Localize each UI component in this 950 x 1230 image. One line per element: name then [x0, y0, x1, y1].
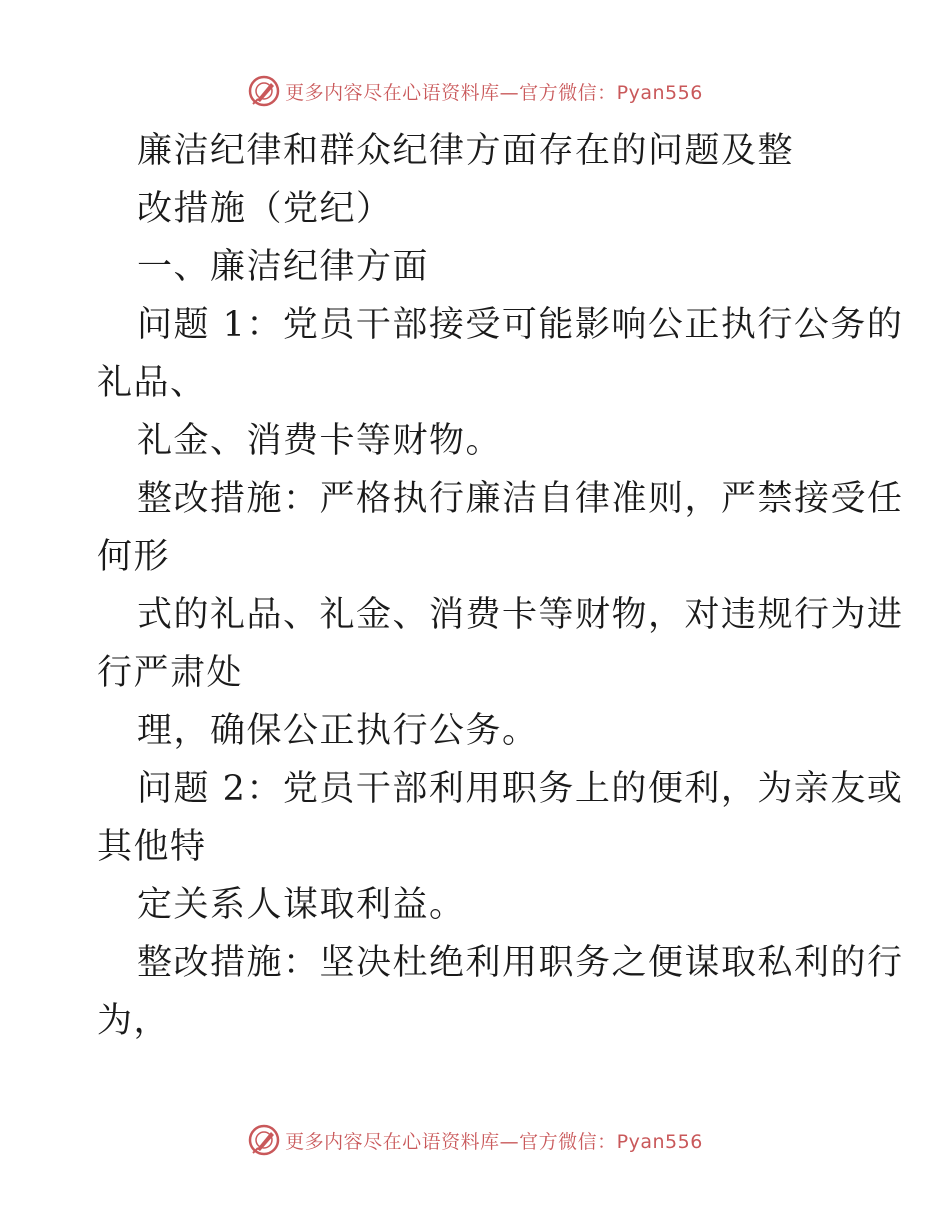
- doc-line: 问题 2：党员干部利用职务上的便利，为亲友或: [137, 769, 904, 809]
- doc-line: 何形: [97, 537, 171, 577]
- doc-line: 整改措施：坚决杜绝利用职务之便谋取私利的行: [137, 943, 904, 983]
- doc-line: 廉洁纪律和群众纪律方面存在的问题及整: [137, 131, 795, 171]
- doc-line: 式的礼品、礼金、消费卡等财物，对违规行为进: [137, 595, 904, 635]
- doc-line: 问题 1：党员干部接受可能影响公正执行公务的: [137, 305, 904, 345]
- pen-logo-icon: [247, 1123, 281, 1157]
- watermark-text: 更多内容尽在心语资料库—官方微信：Pyan556: [285, 1130, 703, 1153]
- doc-line: 行严肃处: [97, 653, 244, 693]
- watermark-text: 更多内容尽在心语资料库—官方微信：Pyan556: [285, 81, 703, 104]
- doc-line: 整改措施：严格执行廉洁自律准则，严禁接受任: [137, 479, 904, 519]
- pen-logo-icon: [247, 74, 281, 108]
- doc-line: 理，确保公正执行公务。: [137, 711, 539, 751]
- header-watermark: [0, 71, 950, 111]
- doc-line: 礼品、: [97, 363, 207, 403]
- doc-line: 一、廉洁纪律方面: [137, 247, 430, 287]
- doc-line: 为，: [97, 1001, 171, 1041]
- footer-watermark: [0, 1120, 950, 1160]
- doc-line: 定关系人谋取利益。: [137, 885, 466, 925]
- doc-line: 礼金、消费卡等财物。: [137, 421, 503, 461]
- doc-line: 其他特: [97, 827, 207, 867]
- document-body: [97, 122, 904, 1050]
- doc-line: 改措施（党纪）: [137, 189, 393, 229]
